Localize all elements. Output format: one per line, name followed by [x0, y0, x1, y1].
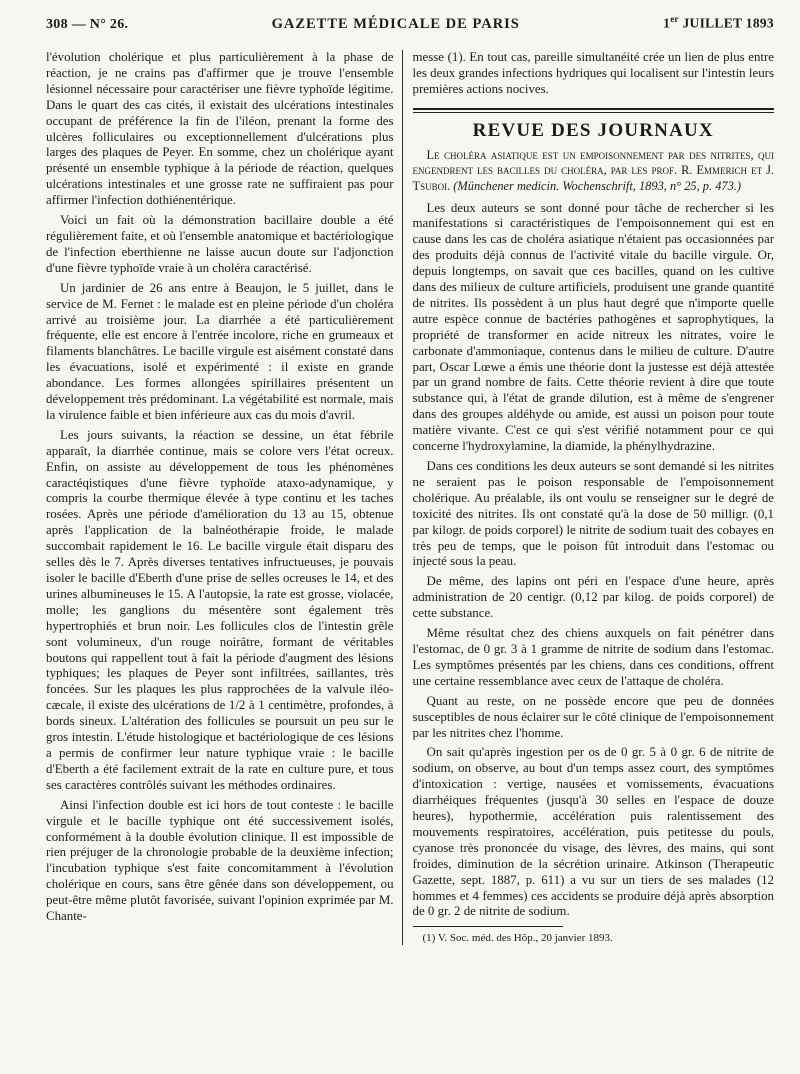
paragraph: Les jours suivants, la réaction se dessine, un état fébrile apparaît, la diarrhée continue, mais se colore vers l'état ocreux. Enfin, on assiste au développement de tous les phénomènes caractéqistiques d'une fièvre typhoïde ataxo-adynamique, y compris la courbe thermique élevée à type continu et les taches rosées. Après une période d'amélioration du 13 au 15, obtenue après l'application de la balnéothérapie froide, le malade succombait rapidement le 16. Le bacille virgule était disparu des selles dès le 7. Après diverses tentatives infructueuses, je pouvais isoler le bacille d'Eberth d'une prise de selles ocreuses le 14, et des urines albumineuses le 15. A l'autopsie, la rate est grosse, violacée, molle; les ganglions du mésentère sont également très hypertrophiés et brun noir. Les follicules clos de l'intestin grêle sont volumineux, d'un rouge noirâtre, formant de véritables boutons qui rappellent tout à fait la période d'augment des lésions typhiques; les plaques de Peyer sont infiltrées, saillantes, très foncées. Sur les plaques les plus rapprochées de la valvule iléo-cæcale, il existe des ulcérations de 1/2 à 1 centimètre, profondes, à bords sineux. L'altération des follicules se poursuit un peu sur le gros intestin. L'étude histologique et bactériologique de ces lésions a permis de confirmer leur nature typhique vraie : le bacille d'Eberth a été facilement extrait de la rate en culture pure, et tous ses caractères contrôlés suivant les méthodes ordinaires.: [46, 427, 394, 792]
columns: [46, 50, 774, 945]
paragraph: Même résultat chez des chiens auxquels on fait pénétrer dans l'estomac, de 0 gr. 3 à 1 gramme de nitrite de sodium dans l'estomac. Les symptômes présentés par les chiens, dans ces conditions, offrent une certaine ressemblance avec ceux de l'attaque de choléra.: [412, 626, 774, 688]
article-authors: par les prof. R. Emmerich et J. Tsuboi.: [412, 163, 774, 193]
date-rest: JUILLET 1893: [678, 15, 774, 31]
page-number: 308 — N° 26.: [46, 16, 129, 32]
article-source: (Münchener medicin. Wochenschrift, 1893, n° 25, p. 473.): [453, 178, 742, 193]
paragraph: On sait qu'après ingestion per os de 0 gr. 5 à 0 gr. 6 de nitrite de sodium, on observe, au bout d'un temps assez court, des symptômes d'intoxication : vertige, nausées et vomissements, évacuations diarrhéiques fréquentes (jusqu'à 30 selles en l'espace de douze heures), hypothermie, accélération puis ralentissement des mouvements respiratoires, accélération, puis petitesse du pouls, cyanose très prononcée du visage, des lèvres, des mains, qui sont froides, diminution de la sécrétion urinaire. Atkinson (Therapeutic Gazette, sept. 1887, p. 611) a vu sur un tiers de ses malades (12 hommes et 4 femmes) ces accidents se produire déjà après absorption de 0 gr. 2 de nitrite de sodium.: [412, 745, 774, 919]
journal-title: GAZETTE MÉDICALE DE PARIS: [271, 15, 520, 32]
date-sup: er: [670, 14, 679, 24]
right-column: [403, 50, 774, 945]
article-heading: [413, 148, 774, 195]
section-divider: [413, 108, 774, 113]
paragraph: Les deux auteurs se sont donné pour tâche de rechercher si les manifestations si caractéristiques de l'empoisonnement qui est en cause dans les cas de choléra asiatique n'étaient pas occasionnées par des produits déjà connus de l'activité vitale du bacille virgule. Or, depuis longtemps, on savait que ces bacilles, quand on les cultive dans des milieux de culture artificiels, produisent une grande quantité de nitrites. Ils possèdent à un plus haut degré que n'importe quelle autre espèce connue de bactéries pathogènes et saprophytiques, la propriété de transformer en acide nitreux les nitrates, voire le carbonate d'ammoniaque, contenus dans le milieu de culture. D'autre part, Oscar Lœwe a émis une théorie dont la justesse est déjà attestée par un grand nombre de faits. Cette théorie revient à dire que toute substance qui, à l'état de grande dilution, est à même de s'engrener dans des groupes aldéhyde ou amide, est aussi un poison pour toute matière vivante. C'est ce qui s'est vérifié notamment pour ce qui concerne l'hydroxylamine, la diamide, la phénylhydrazine.: [412, 200, 774, 454]
paragraph: De même, des lapins ont péri en l'espace d'une heure, après administration de 20 centigr. (0,12 par kilog. de poids corporel) de cette substance.: [412, 574, 774, 621]
paragraph: l'évolution cholérique et plus particulièrement à la phase de réaction, je ne crains pas d'affirmer que je trouve l'ensemble lésionnel nécessaire pour caractériser une fièvre typhoïde légitime. Dans le quart des cas cités, il existait des ulcérations intestinales occupant de préférence la fin de l'iléon, prenant la forme des ulcères folliculaires ou exceptionnellement d'ulcérations plus larges des plaques de Peyer. En somme, chez un cholérique ayant présenté un ensemble typhique à la période de réaction, quelques ulcérations intestinales et une grosse rate ne suffiraient pas pour affirmer l'infection dothiénentérique.: [46, 50, 394, 208]
paragraph: Quant au reste, on ne possède encore que peu de données susceptibles de nous éclairer sur le côté clinique de l'empoisonnement par les nitrites chez l'homme.: [412, 693, 774, 740]
date-day: 1: [663, 15, 671, 31]
continuation-paragraph: messe (1). En tout cas, pareille simultanéité crée un lien de plus entre les deux grandes infections hydriques qui localisent sur l'intestin leurs premières actions nocives.: [412, 50, 774, 96]
paragraph: Voici un fait où la démonstration bacillaire double a été régulièrement faite, et où l'ensemble anatomique et bactériologique de l'infection eberthienne ne laisse aucun doute sur l'adjonction d'une fièvre typhoïde vraie à un choléra caractérisé.: [46, 213, 394, 275]
page-header: [46, 14, 774, 36]
footnote-divider: [413, 926, 563, 927]
paragraph: Un jardinier de 26 ans entre à Beaujon, le 5 juillet, dans le service de M. Fernet : le malade est en pleine période d'un choléra arrivé au troisième jour. La diarrhée a été particulièrement fréquente, elle est encore à l'entrée incolore, riche en grumeaux et filaments blanchâtres. Le bacille virgule est aisément constaté dans les évacuations, isolé et expérimenté : il existe en grande abondance. Les formes allongées spirillaires présentent un développement très prédominant. La végétabilité est normale, mais la virulence faible et bien inférieure aux cas du mois d'avril.: [46, 280, 394, 422]
left-column: [46, 50, 402, 945]
section-title: REVUE DES JOURNAUX: [472, 119, 714, 141]
paragraph: Ainsi l'infection double est ici hors de tout conteste : le bacille virgule et le bacille typhique ont été successivement isolés, conformément à la double évolution clinique. Il est impossible de rien préjuger de la chronologie probable de la deuxième infection; l'incubation typhique s'est faite concomitamment à l'évolution cholérique en cours, sans être gênée dans son développement, ou peut-être même plutôt favorisée, suivant l'opinion exprimée par M. Chante-: [46, 797, 394, 924]
paragraph: Dans ces conditions les deux auteurs se sont demandé si les nitrites ne seraient pas le poison responsable de l'empoisonnement cholérique. Au préalable, ils ont voulu se renseigner sur le degré de toxicité des nitrites. Ils ont constaté qu'à la dose de 50 milligr. (0,1 par kilogr. de poids corporel) le nitrite de sodium tuait des cobayes en très peu de temps, que le poison fût introduit dans l'estomac ou injecté sous la peau.: [412, 459, 774, 569]
footnote: (1) V. Soc. méd. des Hôp., 20 janvier 1893.: [422, 932, 613, 945]
issue-date: [663, 14, 774, 32]
article-title: Le choléra asiatique est un empoisonnement par des nitrites, qui engendrent les bacilles du choléra,: [412, 147, 774, 178]
